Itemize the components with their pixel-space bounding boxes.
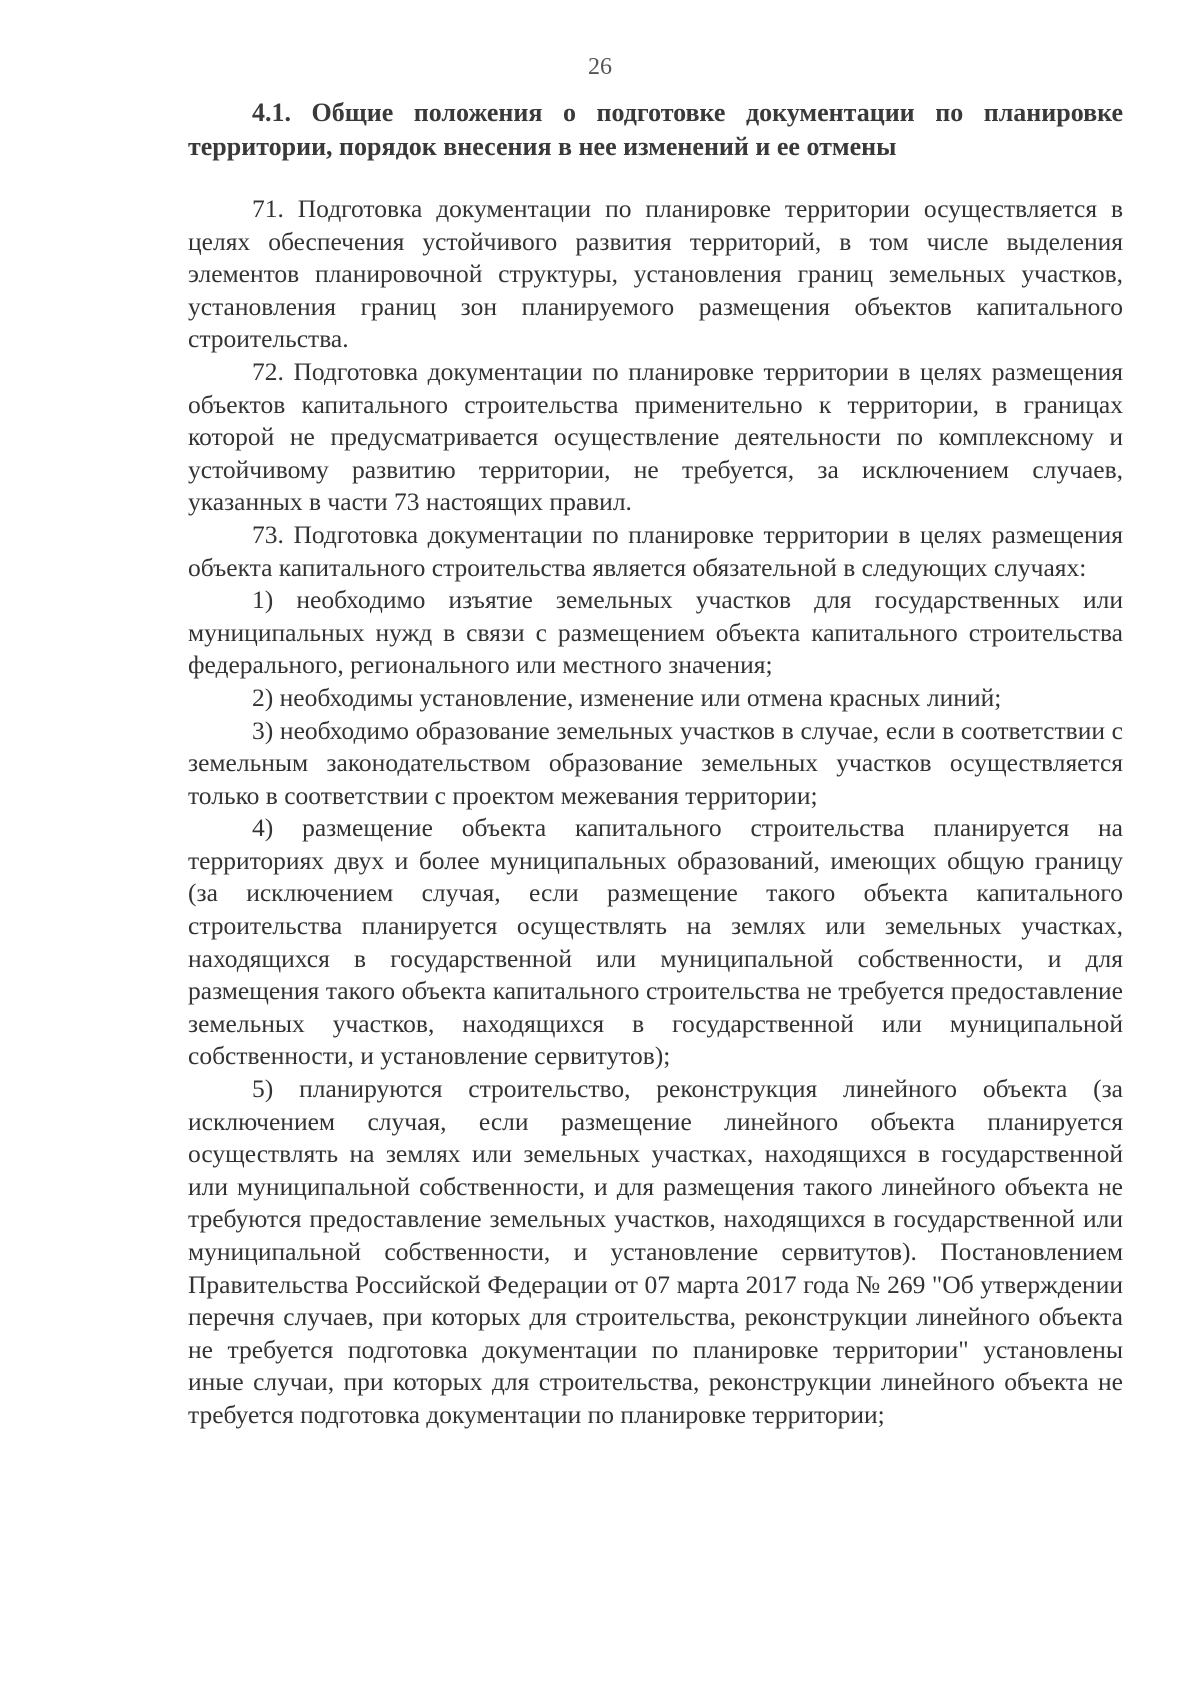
list-item-5: 5) планируются строительство, реконструкция линейного объекта (за исключением случая, если размещение линейного объекта планируется осуществлять на землях или земельных участках, находящихся в государственной или муниципальной собственности, и для размещения такого линейного объекта не требуются предоставление земельных участков, находящихся в государственной или муниципальной собственности, и установление сервитутов). Постановлением Правительства Российской Федерации от 07 марта 2017 года № 269 "Об утверждении перечня случаев, при которых для строительства, реконструкции линейного объекта не требуется подготовка документации по планировке территории" установлены иные случаи, при которых для строительства, реконструкции линейного объекта не требуется подготовка документации по планировке территории; bbox=[188, 1074, 1123, 1429]
section-heading: 4.1. Общие положения о подготовке документации по планировке территории, порядок внесения в нее изменений и ее отмены bbox=[188, 98, 1123, 161]
paragraph-72: 72. Подготовка документации по планировке территории в целях размещения объектов капитального строительства применительно к территории, в границах которой не предусматривается осуществление деятельности по комплексному и устойчивому развитию территории, не требуется, за исключением случаев, указанных в части 73 настоящих правил. bbox=[188, 356, 1123, 517]
page-number: 26 bbox=[588, 54, 612, 80]
list-item-4: 4) размещение объекта капитального строительства планируется на территориях двух и более муниципальных образований, имеющих общую границу (за исключением случая, если размещение такого объекта капитального строительства планируется осуществлять на землях или земельных участках, находящихся в государственной или муниципальной собственности, и для размещения такого объекта капитального строительства не требуется предоставление земельных участков, находящихся в государственной или муниципальной собственности, и установление сервитутов); bbox=[188, 813, 1123, 1071]
document-body bbox=[188, 193, 1123, 1432]
paragraph-73: 73. Подготовка документации по планировке территории в целях размещения объекта капитального строительства является обязательной в следующих случаях: bbox=[188, 519, 1123, 582]
list-item-2: 2) необходимы установление, изменение или отмена красных линий; bbox=[252, 682, 1002, 712]
paragraph-71: 71. Подготовка документации по планировке территории осуществляется в целях обеспечения устойчивого развития территорий, в том числе выделения элементов планировочной структуры, установления границ земельных участков, установления границ зон планируемого размещения объектов капитального строительства. bbox=[188, 194, 1123, 354]
list-item-1: 1) необходимо изъятие земельных участков для государственных или муниципальных нужд в связи с размещением объекта капитального строительства федерального, регионального или местного значения; bbox=[188, 585, 1123, 680]
list-item-3: 3) необходимо образование земельных участков в случае, если в соответствии с земельным законодательством образование земельных участков осуществляется только в соответствии с проектом межевания территории; bbox=[188, 715, 1123, 810]
